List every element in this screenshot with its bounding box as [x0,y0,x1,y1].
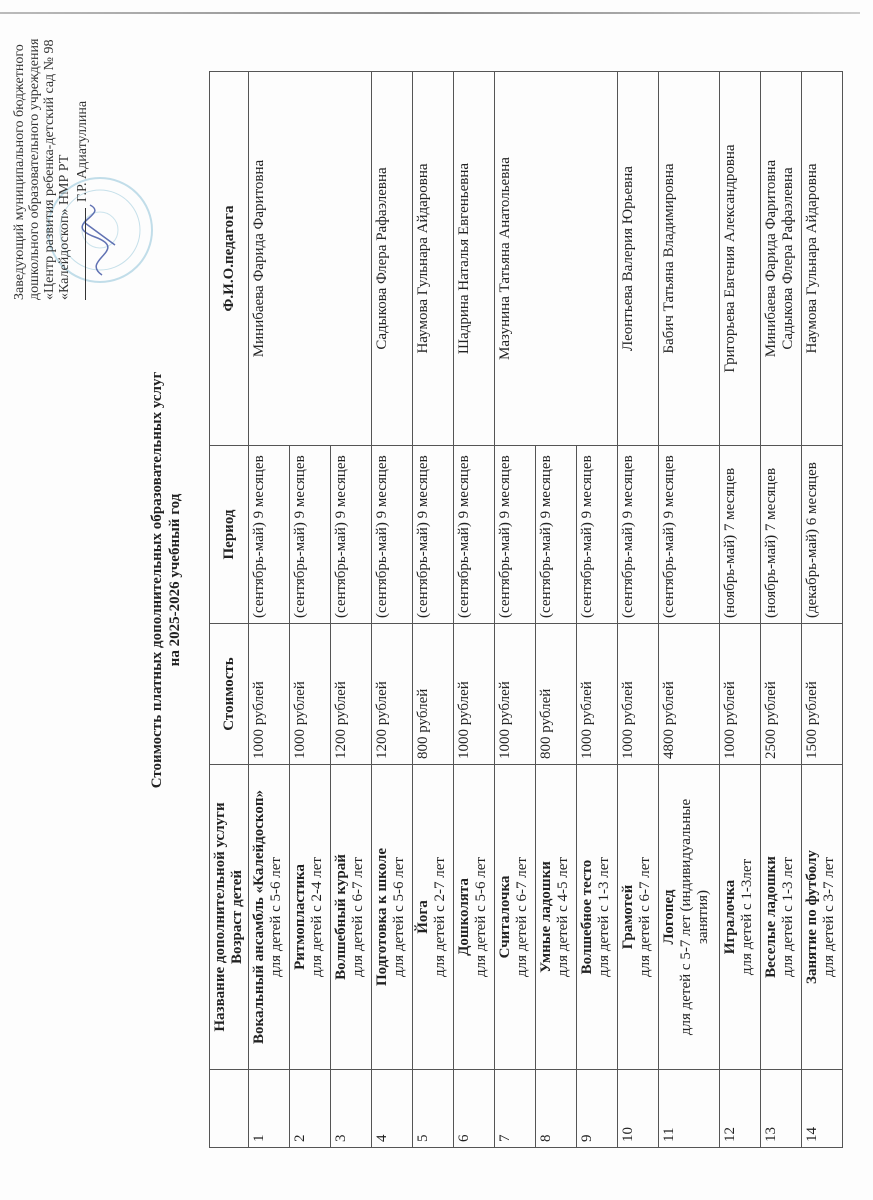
table-row [659,72,720,1148]
cost-cell: 1000 рублей [495,624,536,765]
age-group: для детей с 1-3 лет [780,857,796,977]
period-cell: (сентябрь-май) 9 месяцев [290,446,331,624]
service-cell [454,765,495,1070]
age-group: для детей с 2-4 лет [309,857,325,977]
teacher-cell [249,72,372,446]
cost-cell: 1000 рублей [290,624,331,765]
service-name: Грамотей [620,884,636,950]
table-row [802,72,843,1148]
service-name: Считалочка [497,875,513,959]
service-cell [761,765,802,1070]
cost-cell: 1000 рублей [454,624,495,765]
row-number: 13 [761,1070,802,1148]
service-name: Подготовка к школе [374,848,390,987]
service-cell [577,765,618,1070]
age-group: для детей с 1-3 лет [596,857,612,977]
service-cell [720,765,761,1070]
teacher-name: Бабич Татьяна Владимировна [661,163,677,354]
cost-cell: 4800 рублей [659,624,720,765]
signatory-name: Г.Р. Адиатуллина [75,100,90,202]
cost-cell: 2500 рублей [761,624,802,765]
row-number: 2 [290,1070,331,1148]
service-cell [659,765,720,1070]
teacher-name: Минибаева Фарида Фаритовна [763,159,779,358]
teacher-cell [659,72,720,446]
age-group: для детей с 5-6 лет [391,857,407,977]
table-body [249,72,843,1148]
cost-cell: 1000 рублей [249,624,290,765]
teacher-name: Наумова Гульнара Айдаровна [804,163,820,354]
scan-edge-line [0,12,860,14]
service-name: Волшебный курай [333,854,349,980]
period-cell: (сентябрь-май) 9 месяцев [495,446,536,624]
period-cell: (сентябрь-май) 9 месяцев [618,446,659,624]
cost-cell: 1000 рублей [577,624,618,765]
period-cell: (сентябрь-май) 9 месяцев [577,446,618,624]
teacher-cell [802,72,843,446]
period-cell: (сентябрь-май) 9 месяцев [249,446,290,624]
service-cell [372,765,413,1070]
service-name: Вокальный ансамбль «Калейдоскоп» [251,790,267,1044]
teacher-name: Шадрина Наталья Евгеньевна [456,162,472,355]
row-number: 6 [454,1070,495,1148]
age-group: для детей с 2-7 лет [432,857,448,977]
cost-cell: 800 рублей [413,624,454,765]
teacher-name: Мазунина Татьяна Анатольевна [497,157,513,360]
age-group: для детей с 1-3лет [739,858,755,976]
row-number: 12 [720,1070,761,1148]
approval-block [12,15,90,300]
service-name: Веселые ладошки [763,856,779,978]
teacher-name: Григорьева Евгения Александровна [722,144,738,373]
service-cell [536,765,577,1070]
teacher-name: Садыкова Флера Рафаэлевна [780,167,796,350]
title-line-2: на 2025-2026 учебный год [167,493,183,667]
row-number: 1 [249,1070,290,1148]
teacher-cell [413,72,454,446]
service-cell [413,765,454,1070]
period-cell: (сентябрь-май) 9 месяцев [454,446,495,624]
header-period: Период [210,446,249,624]
service-name: Игралочка [722,879,738,955]
header-teacher: Ф.И.О.педагога [210,72,249,446]
signature-row [73,15,90,300]
teacher-name: Леонтьева Валерия Юрьевна [620,166,636,351]
service-name: Йога [415,900,431,934]
signature-line [73,208,86,300]
cost-cell: 1200 рублей [331,624,372,765]
row-number: 9 [577,1070,618,1148]
service-name: Волшебное тесто [579,859,595,975]
table-row [495,72,536,1148]
teacher-name: Садыкова Флера Рафаэлевна [374,167,390,350]
age-group: для детей с 6-7 лет [514,857,530,977]
document-title [148,260,184,900]
approval-line: дошкольного образовательного учреждения [27,38,42,300]
age-group: для детей с 6-7 лет [350,857,366,977]
period-cell: (декабрь-май) 6 месяцев [802,446,843,624]
period-cell: (ноябрь-май) 7 месяцев [720,446,761,624]
approval-line: «Калейдоскоп» НМР РТ [57,154,72,300]
service-cell [331,765,372,1070]
row-number: 5 [413,1070,454,1148]
teacher-cell [372,72,413,446]
age-group: для детей с 6-7 лет [637,857,653,977]
teacher-cell [720,72,761,446]
service-name: Дошколята [456,878,472,956]
service-cell [249,765,290,1070]
table-row [720,72,761,1148]
period-cell: (ноябрь-май) 7 месяцев [761,446,802,624]
row-number: 14 [802,1070,843,1148]
period-cell: (сентябрь-май) 9 месяцев [372,446,413,624]
table-row [761,72,802,1148]
period-cell: (сентябрь-май) 9 месяцев [659,446,720,624]
age-group: для детей с 5-6 лет [268,857,284,977]
row-number: 3 [331,1070,372,1148]
approval-line: «Центр развития ребенка-детский сад № 98 [42,39,57,300]
cost-cell: 1200 рублей [372,624,413,765]
age-group: для детей с 3-7 лет [821,857,837,977]
header-cost: Стоимость [210,624,249,765]
cost-cell: 1000 рублей [618,624,659,765]
table-row [454,72,495,1148]
table-row [413,72,454,1148]
teacher-cell [761,72,802,446]
cost-cell: 800 рублей [536,624,577,765]
age-group: для детей с 4-5 лет [555,857,571,977]
cost-cell: 1000 рублей [720,624,761,765]
service-name: Логопед [661,889,677,945]
service-cell [290,765,331,1070]
service-name: Умные ладошки [538,861,554,973]
period-cell: (сентябрь-май) 9 месяцев [536,446,577,624]
service-cell [618,765,659,1070]
age-group: для детей с 5-7 лет (индивидуальные занятия) [678,798,711,1036]
table-row [372,72,413,1148]
service-name: Ритмопластика [292,864,308,970]
header-name-label: Название дополнительной услуги [212,802,228,1032]
table-row [618,72,659,1148]
teacher-cell [454,72,495,446]
services-table [209,71,843,1148]
title-line-1: Стоимость платных дополнительных образовательных услуг [149,371,165,789]
approval-line: Заведующий муниципального бюджетного [12,44,27,300]
header-num [210,1070,249,1148]
row-number: 7 [495,1070,536,1148]
service-cell [495,765,536,1070]
row-number: 4 [372,1070,413,1148]
service-cell [802,765,843,1070]
teacher-name: Минибаева Фарида Фаритовна [251,159,267,358]
table-row [249,72,290,1148]
header-age-label: Возраст детей [229,869,245,965]
period-cell: (сентябрь-май) 9 месяцев [413,446,454,624]
table-header-row [210,72,249,1148]
age-group: для детей с 5-6 лет [473,857,489,977]
teacher-cell [618,72,659,446]
teacher-name: Наумова Гульнара Айдаровна [415,163,431,354]
row-number: 11 [659,1070,720,1148]
cost-cell: 1500 рублей [802,624,843,765]
teacher-cell [495,72,618,446]
header-name [210,765,249,1070]
row-number: 10 [618,1070,659,1148]
period-cell: (сентябрь-май) 9 месяцев [331,446,372,624]
service-name: Занятие по футболу [804,850,820,984]
row-number: 8 [536,1070,577,1148]
